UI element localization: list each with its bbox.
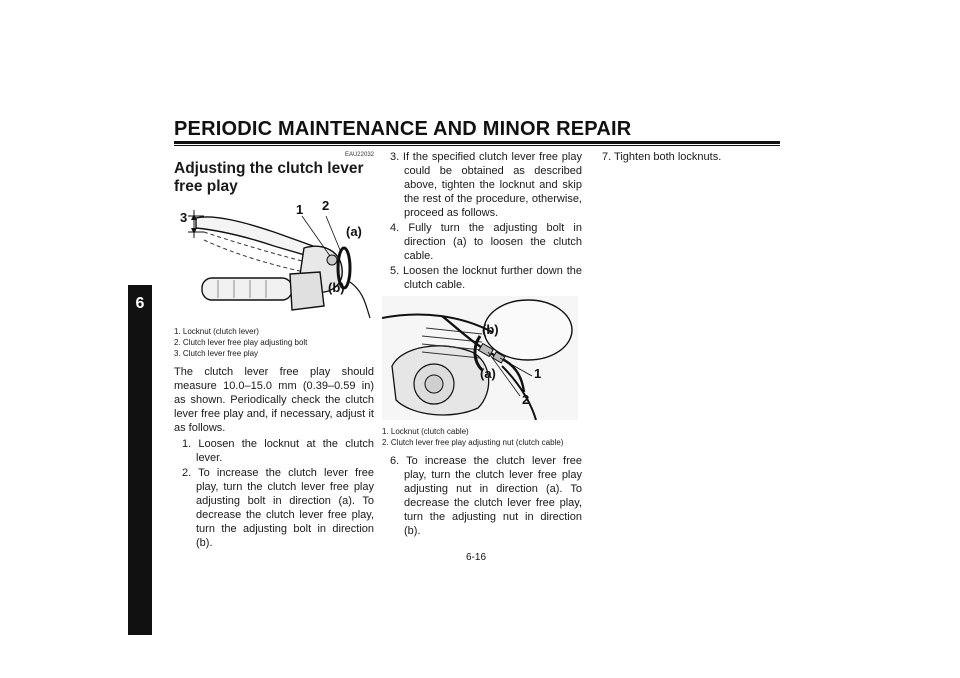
figure2-legend <box>382 426 582 448</box>
step-item: 2. To increase the clutch lever free play, turn the clutch lever free play adjusting bolt in direction (a). To decrease the clutch lever free play, turn the adjusting bolt in direction (b). <box>182 467 374 549</box>
free-play-arrowhead-bottom <box>191 228 197 234</box>
legend-item: 2. Clutch lever free play adjusting nut (clutch cable) <box>382 438 564 447</box>
callout-b: (b) <box>328 280 345 295</box>
legend-item: 2. Clutch lever free play adjusting bolt <box>174 338 308 347</box>
legend-item: 1. Locknut (clutch lever) <box>174 327 259 336</box>
step-item: 4. Fully turn the adjusting bolt in direction (a) to loosen the clutch cable. <box>390 222 582 262</box>
steps-list-col2b <box>382 454 582 538</box>
callout-a: (a) <box>346 224 362 239</box>
callout-1: 1 <box>534 366 542 381</box>
step-item: 6. To increase the clutch lever free play, turn the clutch lever free play adjusting nut in direction (a). To decrease the clutch lever free play, turn the adjusting nut in direction (b). <box>390 455 582 537</box>
steps-list-col1 <box>174 437 374 550</box>
page-header-title: PERIODIC MAINTENANCE AND MINOR REPAIR <box>174 118 632 140</box>
clutch-cable-illustration <box>382 296 578 420</box>
callout-1: 1 <box>296 202 304 217</box>
column-2 <box>382 150 582 539</box>
cable <box>350 282 370 318</box>
step-item: 3. If the specified clutch lever free play could be obtained as described above, tighten the locknut and skip the rest of the procedure, otherwise, proceed as follows. <box>390 151 582 219</box>
handlebar-grip <box>202 278 292 300</box>
clutch-lever-illustration <box>174 202 374 320</box>
step-item: 7. Tighten both locknuts. <box>602 151 722 163</box>
column-3 <box>594 150 794 165</box>
callout-3: 3 <box>180 210 188 225</box>
callout-a: (a) <box>480 366 496 381</box>
callout-2: 2 <box>522 392 530 407</box>
free-play-arrowhead-top <box>191 214 197 220</box>
step-item: 1. Loosen the locknut at the clutch lever. <box>182 438 374 464</box>
chapter-tab: 6 <box>128 285 152 635</box>
intro-paragraph: The clutch lever free play should measure 10.0–15.0 mm (0.39–0.59 in) as shown. Periodically check the clutch lever free play and, if necessary, adjust it as follows. <box>174 366 374 434</box>
case-cover-inner <box>425 375 443 393</box>
legend-item: 3. Clutch lever free play <box>174 349 259 358</box>
legend-item: 1. Locknut (clutch cable) <box>382 427 469 436</box>
steps-list-col3 <box>594 150 794 164</box>
callout-2: 2 <box>322 198 330 213</box>
column-1 <box>174 150 374 551</box>
clutch-cable-figure <box>382 296 578 420</box>
step-item: 5. Loosen the locknut further down the clutch cable. <box>390 265 582 291</box>
figure1-legend <box>174 326 374 359</box>
locknut <box>327 255 337 265</box>
steps-list-col2 <box>382 150 582 292</box>
switch-housing <box>290 272 324 310</box>
page-number: 6-16 <box>466 552 487 563</box>
clutch-lever-figure <box>174 198 374 320</box>
section-title: Adjusting the clutch lever free play <box>174 160 364 195</box>
leader-2 <box>326 216 340 250</box>
section-code: EAU22032 <box>344 152 374 158</box>
callout-b: (b) <box>482 322 499 337</box>
header-rule-thin <box>174 145 780 146</box>
header-rule <box>174 141 780 144</box>
